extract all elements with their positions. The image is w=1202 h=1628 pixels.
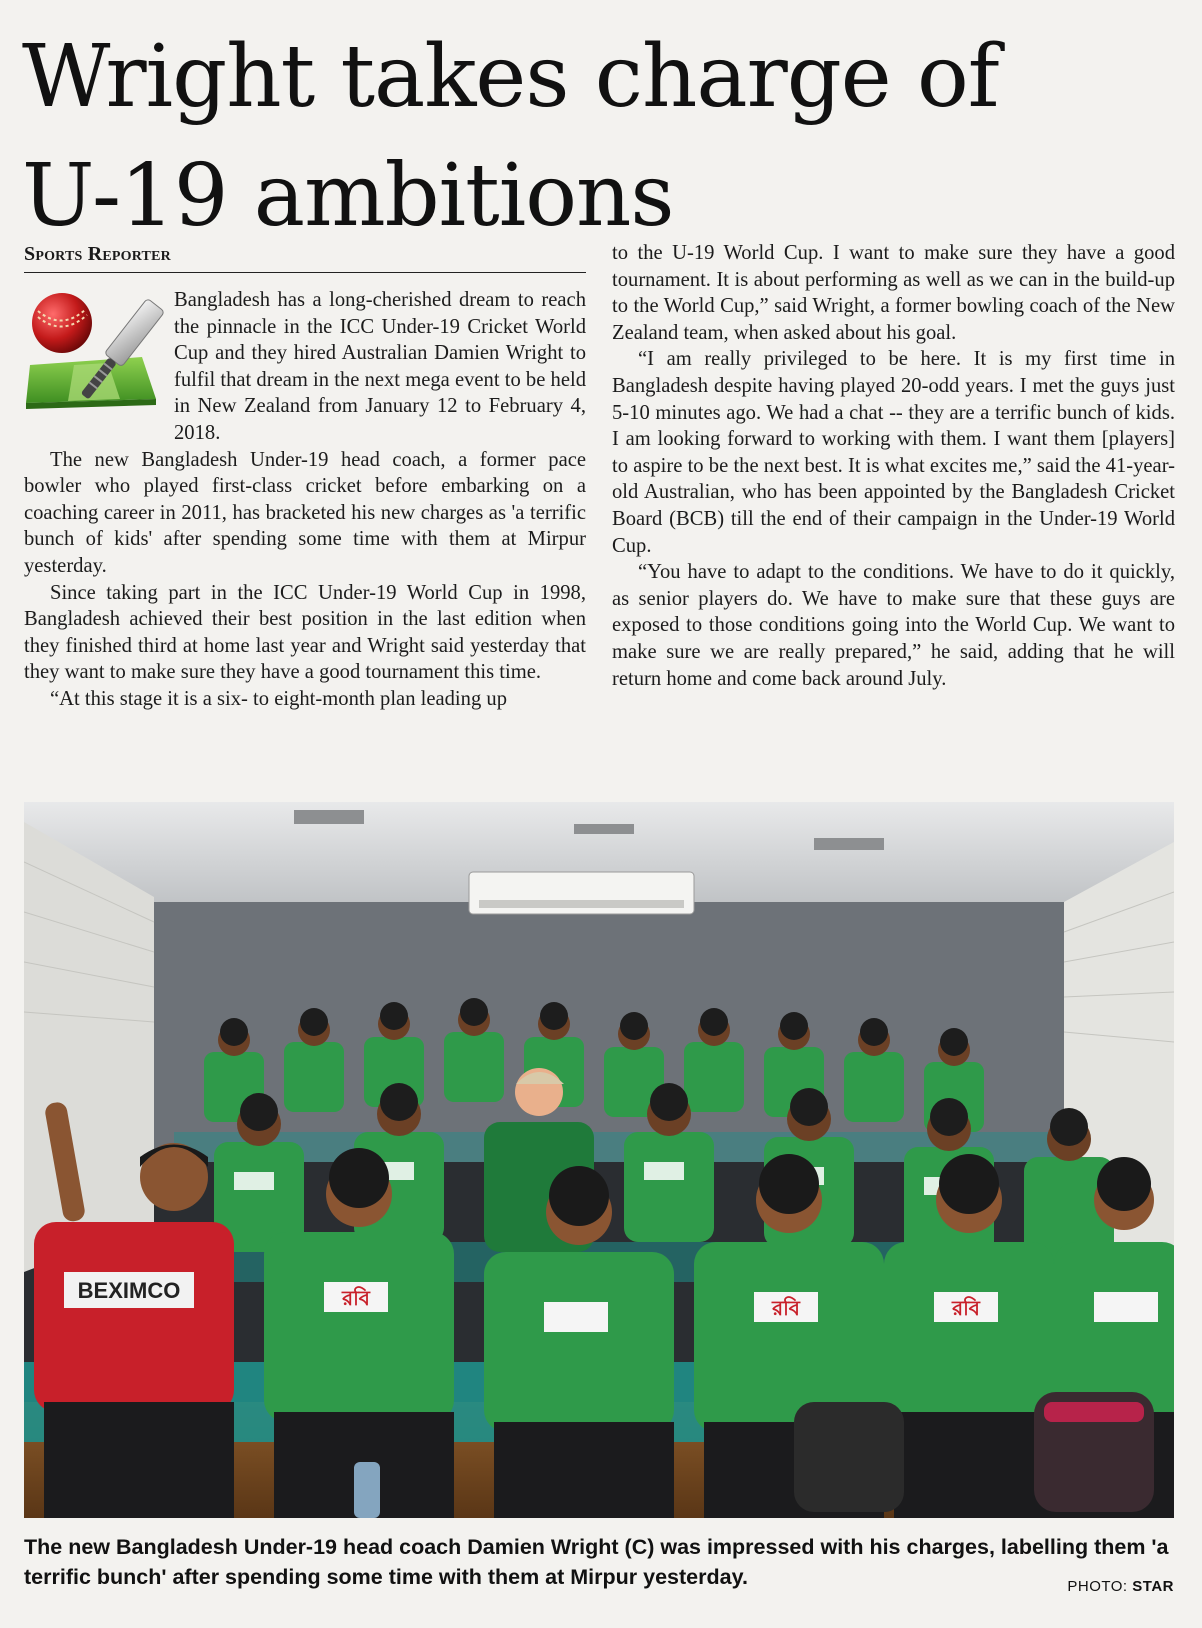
- jersey-sponsor-label: রবি: [772, 1296, 800, 1320]
- paragraph: “At this stage it is a six- to eight-month plan leading up: [50, 687, 507, 710]
- sponsor-text: BEXIMCO: [77, 1278, 181, 1303]
- headline: [22, 18, 1182, 256]
- team-photo: [24, 802, 1174, 1518]
- headline-line-2: U-19 ambitions: [22, 146, 674, 246]
- paragraph: “I am really privileged to be here. It is my first time in Bangladesh despite having played 20-odd years. I met the guys just 5-10 minutes ago. We had a chat -- they are a terrific bunch of kids. I am looking forward to working with them. I want them [players] to aspire to be the next best. It is what excites me,” said the 41-year-old Australian, who has been appointed by the Bangladesh Cricket Board (BCB) till the end of their campaign in the Under-19 World Cup.: [612, 348, 1175, 557]
- cricket-ball-and-bat-icon: [24, 287, 164, 427]
- photo-credit: [1067, 1578, 1174, 1595]
- paragraph: “You have to adapt to the conditions. We have to do it quickly, as senior players do. We have to make sure that these guys are exposed to those conditions going into the World Cup. We want to make sure we are really prepared,” he said, adding that he will return home and come back around July.: [612, 561, 1175, 690]
- photo-caption: The new Bangladesh Under-19 head coach Damien Wright (C) was impressed with his charges, labelling them 'a terrific bunch' after spending some time with them at Mirpur yesterday.: [24, 1535, 1169, 1589]
- article-column-2: [612, 240, 1175, 692]
- headline-line-1: Wright takes charge of: [22, 27, 999, 127]
- byline: Sports Reporter: [24, 243, 586, 273]
- article-column-1: [24, 287, 586, 713]
- jersey-sponsor-label: রবি: [952, 1296, 980, 1320]
- paragraph: The new Bangladesh Under-19 head coach, a former pace bowler who played first-class cricket before embarking on a coaching career in 2011, has bracketed his new charges as 'a terrific bunch of kids' after spending some time with them at Mirpur yesterday.: [24, 448, 586, 577]
- jersey-sponsor-label: রবি: [342, 1286, 370, 1310]
- photo-credit-label: PHOTO:: [1067, 1578, 1128, 1595]
- photo-credit-source: STAR: [1132, 1578, 1174, 1595]
- paragraph: to the U-19 World Cup. I want to make sure they have a good tournament. It is about performing as well as we can in the build-up to the World Cup,” said Wright, a former bowling coach of the New Zealand team, when asked about his goal.: [612, 242, 1175, 344]
- paragraph: Bangladesh has a long-cherished dream to reach the pinnacle in the ICC Under-19 Cricket World Cup and they hired Australian Damien Wright to fulfil that dream in the next mega event to be held in New Zealand from January 12 to February 4, 2018.: [174, 289, 586, 444]
- paragraph: Since taking part in the ICC Under-19 World Cup in 1998, Bangladesh achieved their best position in the last edition when they finished third at home last year and Wright said yesterday that they want to make sure they have a good tournament this time.: [24, 581, 586, 684]
